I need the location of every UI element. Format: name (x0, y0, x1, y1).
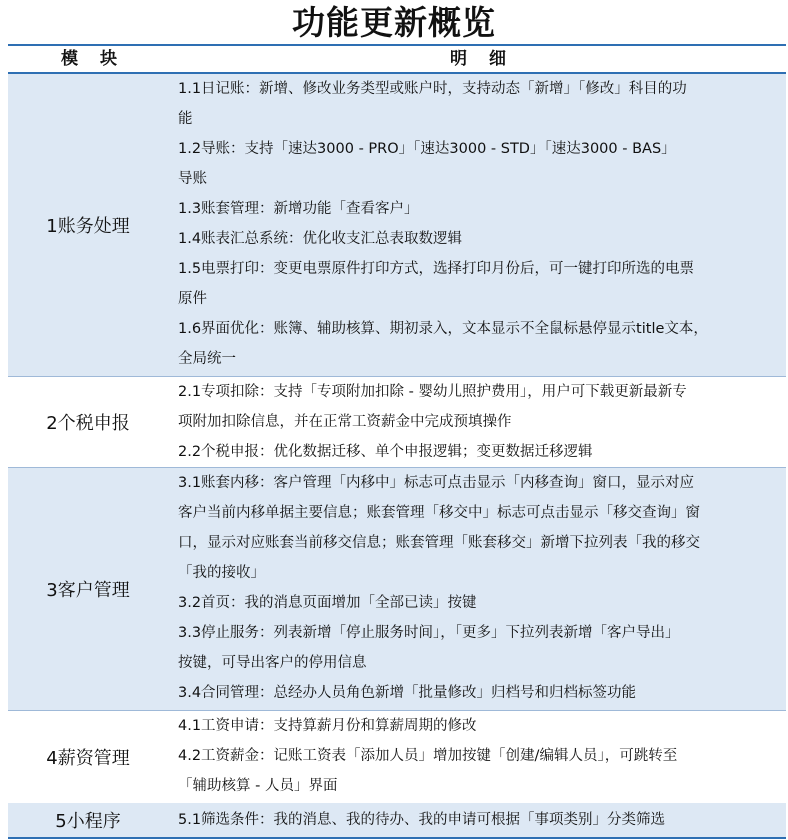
header-detail: 明细 (450, 49, 528, 69)
table-row (8, 468, 786, 710)
detail-line: 2.1专项扣除：支持「专项附加扣除 - 婴幼儿照护费用」，用户可下载更新最新专 (178, 384, 687, 400)
detail-line: 「辅助核算 - 人员」界面 (178, 778, 338, 794)
detail-line: 2.2个税申报：优化数据迁移、单个申报逻辑；变更数据迁移逻辑 (178, 444, 593, 460)
detail-cell (168, 377, 786, 467)
detail-line: 1.4账表汇总系统：优化收支汇总表取数逻辑 (178, 231, 463, 247)
detail-line: 1.5电票打印：变更电票原件打印方式，选择打印月份后，可一键打印所选的电票 (178, 261, 695, 277)
detail-line: 「我的接收」 (178, 565, 265, 581)
module-name: 1账务处理 (8, 74, 168, 376)
header-module: 模块 (61, 49, 139, 69)
detail-line: 1.1日记账：新增、修改业务类型或账户时，支持动态「新增」「修改」科目的功 (178, 81, 687, 97)
detail-line: 1.2导账：支持「速达3000 - PRO」「速达3000 - STD」「速达3000 - BAS」 (178, 141, 676, 157)
module-name: 3客户管理 (8, 468, 168, 710)
detail-line: 按键，可导出客户的停用信息 (178, 655, 367, 671)
detail-cell (168, 711, 786, 803)
detail-cell (168, 803, 786, 837)
module-name: 2个税申报 (8, 377, 168, 467)
detail-line: 3.2首页：我的消息页面增加「全部已读」按键 (178, 595, 477, 611)
detail-cell (168, 74, 786, 376)
detail-line: 能 (178, 111, 193, 127)
detail-line: 项附加扣除信息，并在正常工资薪金中完成预填操作 (178, 414, 512, 430)
detail-cell (168, 468, 786, 710)
detail-line: 5.1筛选条件：我的消息、我的待办、我的申请可根据「事项类别」分类筛选 (178, 812, 666, 828)
detail-line: 口，显示对应账套当前移交信息；账套管理「账套移交」新增下拉列表「我的移交 (178, 535, 700, 551)
table-row (8, 74, 786, 376)
detail-line: 原件 (178, 291, 207, 307)
page-title: 功能更新概览 (292, 3, 496, 42)
detail-line: 1.6界面优化：账簿、辅助核算、期初录入，文本显示不全鼠标悬停显示title文本， (178, 321, 708, 337)
table-row (8, 377, 786, 467)
detail-line: 4.2工资薪金：记账工资表「添加人员」增加按键「创建/编辑人员」，可跳转至 (178, 748, 678, 764)
detail-line: 导账 (178, 171, 207, 187)
detail-line: 1.3账套管理：新增功能「查看客户」 (178, 201, 419, 217)
detail-line: 3.3停止服务：列表新增「停止服务时间」，「更多」下拉列表新增「客户导出」 (178, 625, 680, 641)
detail-line: 3.4合同管理：总经办人员角色新增「批量修改」归档号和归档标签功能 (178, 685, 637, 701)
module-name: 4薪资管理 (8, 711, 168, 803)
detail-line: 客户当前内移单据主要信息；账套管理「移交中」标志可点击显示「移交查询」窗 (178, 505, 700, 521)
table-row (8, 711, 786, 803)
detail-line: 4.1工资申请：支持算薪月份和算薪周期的修改 (178, 718, 477, 734)
detail-line: 3.1账套内移：客户管理「内移中」标志可点击显示「内移查询」窗口，显示对应 (178, 475, 695, 491)
table-header (8, 44, 786, 74)
table-row (8, 803, 786, 839)
module-name: 5小程序 (8, 803, 168, 837)
detail-line: 全局统一 (178, 351, 236, 367)
